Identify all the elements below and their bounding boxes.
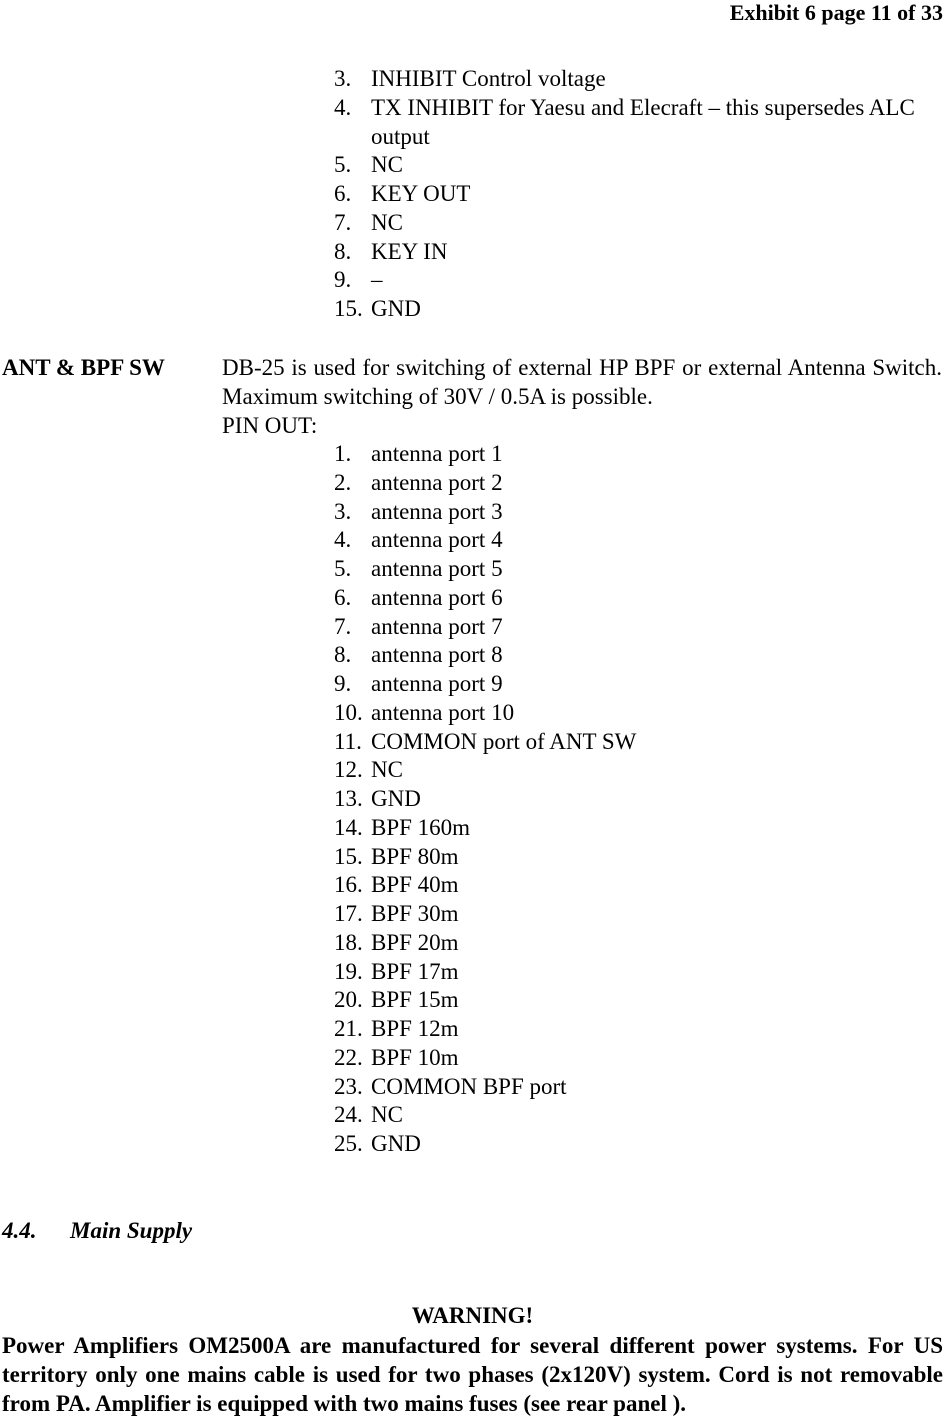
- pin-number: 2.: [334, 469, 352, 495]
- pin-number: 5.: [334, 152, 352, 178]
- pin-item: [334, 814, 636, 843]
- pin-item: [334, 151, 945, 180]
- pin-item: [334, 1044, 636, 1073]
- pin-item: [334, 526, 636, 555]
- pin-number: 15.: [334, 296, 363, 321]
- pin-description: COMMON BPF port: [371, 1073, 567, 1099]
- pin-item: [334, 1130, 636, 1159]
- pin-item: [334, 180, 945, 209]
- pin-number: 20.: [334, 987, 363, 1013]
- pin-item: [334, 555, 636, 584]
- pin-number: 1.: [334, 441, 352, 466]
- pin-item: [334, 1073, 636, 1102]
- pin-item: [334, 209, 945, 238]
- pin-description: antenna port 9: [371, 671, 503, 696]
- pin-item: [334, 469, 636, 498]
- pin-item: [334, 728, 636, 757]
- pin-description: –: [371, 267, 383, 293]
- pin-description: BPF 10m: [371, 1044, 459, 1070]
- pin-item: [334, 843, 636, 872]
- pin-number: 13.: [334, 786, 363, 811]
- pin-number: 7.: [334, 613, 352, 639]
- pin-item: [334, 900, 636, 929]
- pin-item: [334, 65, 945, 94]
- pin-item: [334, 929, 636, 958]
- pin-item: [334, 1101, 636, 1130]
- pin-description: antenna port 1: [371, 441, 503, 466]
- pin-number: 3.: [334, 498, 352, 524]
- exhibit-page-header: Exhibit 6 page 11 of 33: [729, 0, 943, 25]
- pin-number: 22.: [334, 1044, 363, 1070]
- section-heading: [2, 1216, 192, 1245]
- pin-item: [334, 440, 636, 469]
- pin-item: [334, 266, 945, 295]
- pin-description: antenna port 3: [371, 498, 503, 524]
- pin-description: BPF 80m: [371, 843, 459, 869]
- pin-item: [334, 670, 636, 699]
- pin-description: GND: [371, 786, 421, 811]
- pin-description: antenna port 5: [371, 556, 503, 581]
- pin-number: 8.: [334, 642, 352, 668]
- pin-description: BPF 15m: [371, 987, 459, 1013]
- pin-number: 5.: [334, 556, 352, 581]
- pin-item: [334, 958, 636, 987]
- pin-description: antenna port 7: [371, 613, 503, 639]
- pin-description: TX INHIBIT for Yaesu and Elecraft – this supersedes ALC output: [371, 94, 915, 149]
- pin-item: [334, 785, 636, 814]
- pin-description: BPF 12m: [371, 1016, 459, 1041]
- pin-number: 24.: [334, 1102, 363, 1128]
- pin-description: NC: [371, 209, 403, 235]
- pin-description: INHIBIT Control voltage: [371, 66, 606, 91]
- warning-text: Power Amplifiers OM2500A are manufactured for several different power systems. For US territory only one mains cable is used for two phases (2x120V) system. Cord is not removable from PA. Amplifier is equipped with two mains fuses (see rear panel ).: [2, 1333, 943, 1416]
- pin-item: [334, 613, 636, 642]
- pin-description: antenna port 10: [371, 699, 515, 725]
- pin-item: [334, 295, 945, 324]
- pin-description: NC: [371, 1102, 403, 1128]
- pin-item: [334, 1015, 636, 1044]
- pin-description: antenna port 6: [371, 584, 503, 610]
- pin-description: antenna port 2: [371, 469, 503, 495]
- pin-description: antenna port 8: [371, 642, 503, 668]
- pin-description: BPF 40m: [371, 872, 459, 898]
- warning-title: WARNING!: [411, 1303, 534, 1328]
- pin-description: NC: [371, 757, 403, 783]
- pin-number: 17.: [334, 901, 363, 926]
- pin-number: 19.: [334, 958, 363, 984]
- pin-number: 8.: [334, 238, 352, 264]
- pin-item: [334, 756, 636, 785]
- pin-item: [334, 238, 945, 267]
- pin-item: [334, 498, 636, 527]
- ant-bpf-sw-description: DB-25 is used for switching of external HP BPF or external Antenna Switch. Maximum switching of 30V / 0.5A is possible.: [222, 355, 942, 409]
- section-number: 4.4.: [2, 1218, 37, 1243]
- pin-number: 6.: [334, 584, 352, 610]
- pin-item: [334, 584, 636, 613]
- pin-item: [334, 699, 636, 728]
- pin-number: 25.: [334, 1131, 363, 1156]
- pin-description: GND: [371, 296, 421, 321]
- pin-number: 18.: [334, 929, 363, 955]
- pin-number: 15.: [334, 843, 363, 869]
- pin-item: [334, 94, 945, 152]
- pinout-label: PIN OUT:: [222, 413, 318, 438]
- top-pin-list: [334, 65, 945, 324]
- pin-number: 9.: [334, 671, 352, 696]
- pin-number: 14.: [334, 814, 363, 840]
- pin-description: BPF 17m: [371, 958, 459, 984]
- pin-number: 6.: [334, 181, 352, 206]
- pin-description: antenna port 4: [371, 527, 503, 553]
- pin-number: 4.: [334, 94, 352, 120]
- pin-number: 9.: [334, 267, 352, 293]
- pin-description: COMMON port of ANT SW: [371, 728, 637, 754]
- pin-number: 16.: [334, 872, 363, 898]
- pin-number: 7.: [334, 209, 352, 235]
- pin-number: 3.: [334, 66, 352, 91]
- pin-description: BPF 20m: [371, 929, 459, 955]
- pin-number: 23.: [334, 1073, 363, 1099]
- section-title: Main Supply: [70, 1218, 193, 1243]
- pin-number: 12.: [334, 757, 363, 783]
- pin-description: BPF 160m: [371, 814, 471, 840]
- pin-number: 11.: [334, 728, 362, 754]
- pin-number: 21.: [334, 1016, 363, 1041]
- pin-item: [334, 641, 636, 670]
- ant-pin-list: [334, 440, 636, 1159]
- pin-number: 10.: [334, 699, 363, 725]
- pin-item: [334, 871, 636, 900]
- pin-description: GND: [371, 1131, 421, 1156]
- pin-description: NC: [371, 152, 403, 178]
- pin-description: KEY OUT: [371, 181, 471, 206]
- pin-item: [334, 986, 636, 1015]
- pin-description: BPF 30m: [371, 901, 459, 926]
- ant-bpf-sw-label: ANT & BPF SW: [2, 355, 165, 380]
- pin-description: KEY IN: [371, 238, 448, 264]
- pin-number: 4.: [334, 527, 352, 553]
